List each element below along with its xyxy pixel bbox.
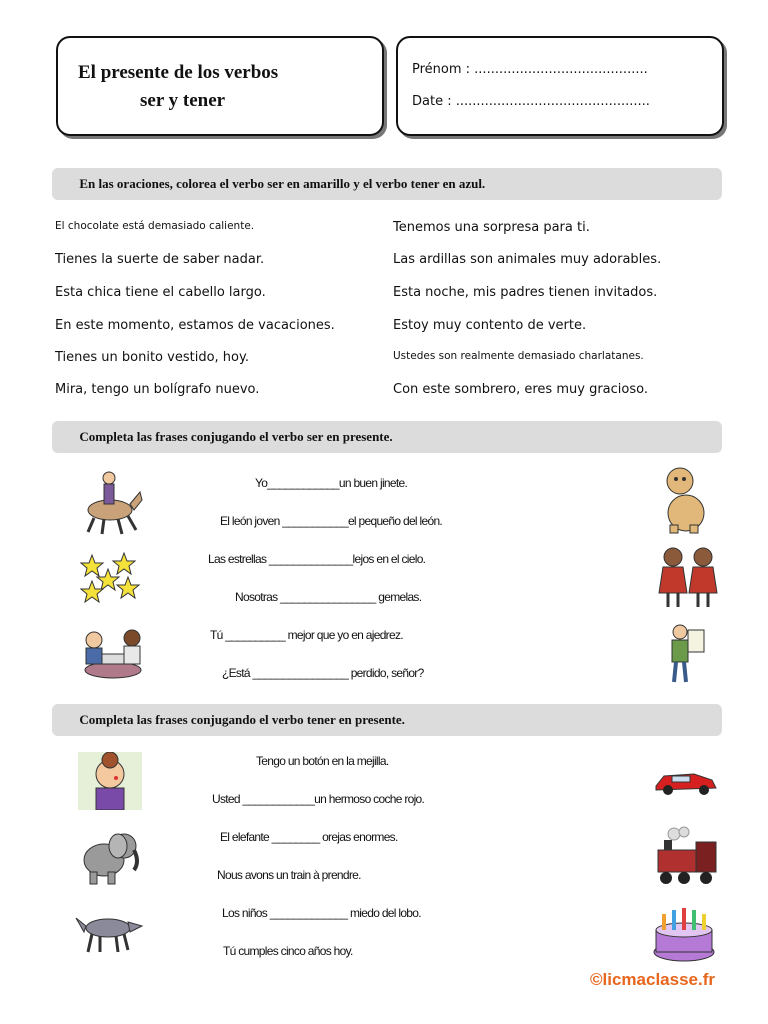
sentence-left-6: Mira, tengo un bolígrafo nuevo.: [55, 382, 260, 397]
sentence-right-3: Esta noche, mis padres tienen invitados.: [393, 285, 658, 300]
student-info-box: [396, 36, 724, 136]
ser-exercise-3: Las estrellas ______________lejos en el cielo.: [208, 552, 426, 566]
stars-illustration: [80, 551, 142, 603]
sentence-right-1: Tenemos una sorpresa para ti.: [393, 220, 590, 235]
elephant-illustration: [80, 828, 142, 886]
section2-instruction: Completa las frases conjugando el verbo ser en presente.: [66, 429, 380, 444]
tener-exercise-2: Usted ____________un hermoso coche rojo.: [212, 792, 425, 806]
chess-players-illustration: [80, 626, 146, 680]
sentence-right-6: Con este sombrero, eres muy gracioso.: [393, 382, 648, 397]
girl-with-pimple-illustration: [78, 752, 142, 810]
section3-instruction: Completa las frases conjugando el verbo tener en presente.: [66, 712, 392, 727]
section3-instruction-band: [52, 704, 722, 736]
ser-exercise-6: ¿Está ________________ perdido, señor?: [222, 666, 424, 680]
section1-instruction: En las oraciones, colorea el verbo ser en amarillo y el verbo tener en azul.: [66, 176, 472, 191]
lion-cub-illustration: [660, 465, 710, 535]
section1-instruction-band: [52, 168, 722, 200]
tener-exercise-6: Tú cumples cinco años hoy.: [223, 944, 353, 958]
sentence-right-4: Estoy muy contento de verte.: [393, 318, 587, 333]
prenom-field[interactable]: Prénom : ..........................................: [412, 62, 648, 77]
tener-exercise-4: Nous avons un train à prendre.: [217, 868, 361, 882]
ser-exercise-4: Nosotras ________________ gemelas.: [235, 590, 422, 604]
lost-man-with-map-illustration: [664, 622, 708, 686]
sentence-right-5: Ustedes son realmente demasiado charlatanes.: [393, 350, 644, 362]
twin-girls-illustration: [655, 545, 721, 611]
steam-train-illustration: [652, 826, 720, 888]
wolf-illustration: [74, 906, 146, 954]
title-box: [56, 36, 384, 136]
sentence-left-4: En este momento, estamos de vacaciones.: [55, 318, 335, 333]
sentence-right-2: Las ardillas son animales muy adorables.: [393, 252, 662, 267]
sentence-left-2: Tienes la suerte de saber nadar.: [55, 252, 265, 267]
worksheet-title-line1: El presente de los verbos: [78, 62, 279, 83]
sentence-left-3: Esta chica tiene el cabello largo.: [55, 285, 266, 300]
red-car-illustration: [654, 766, 718, 796]
tener-exercise-3: El elefante ________ orejas enormes.: [220, 830, 398, 844]
tener-exercise-1: Tengo un botón en la mejilla.: [256, 754, 389, 768]
birthday-cake-illustration: [650, 900, 718, 964]
ser-exercise-5: Tú __________ mejor que yo en ajedrez.: [210, 628, 403, 642]
tener-exercise-5: Los niños _____________ miedo del lobo.: [222, 906, 421, 920]
date-field[interactable]: Date : ...............................................: [412, 94, 650, 109]
horse-rider-illustration: [78, 468, 144, 536]
ser-exercise-2: El león joven ___________el pequeño del león.: [220, 514, 443, 528]
ser-exercise-1: Yo____________un buen jinete.: [255, 476, 408, 490]
clicmaclasse-logo[interactable]: ©licmaclasse.fr: [590, 970, 715, 989]
section2-instruction-band: [52, 421, 722, 453]
worksheet-title-line2: ser y tener: [140, 90, 226, 111]
sentence-left-5: Tienes un bonito vestido, hoy.: [55, 350, 249, 365]
sentence-left-1: El chocolate está demasiado caliente.: [55, 220, 255, 232]
